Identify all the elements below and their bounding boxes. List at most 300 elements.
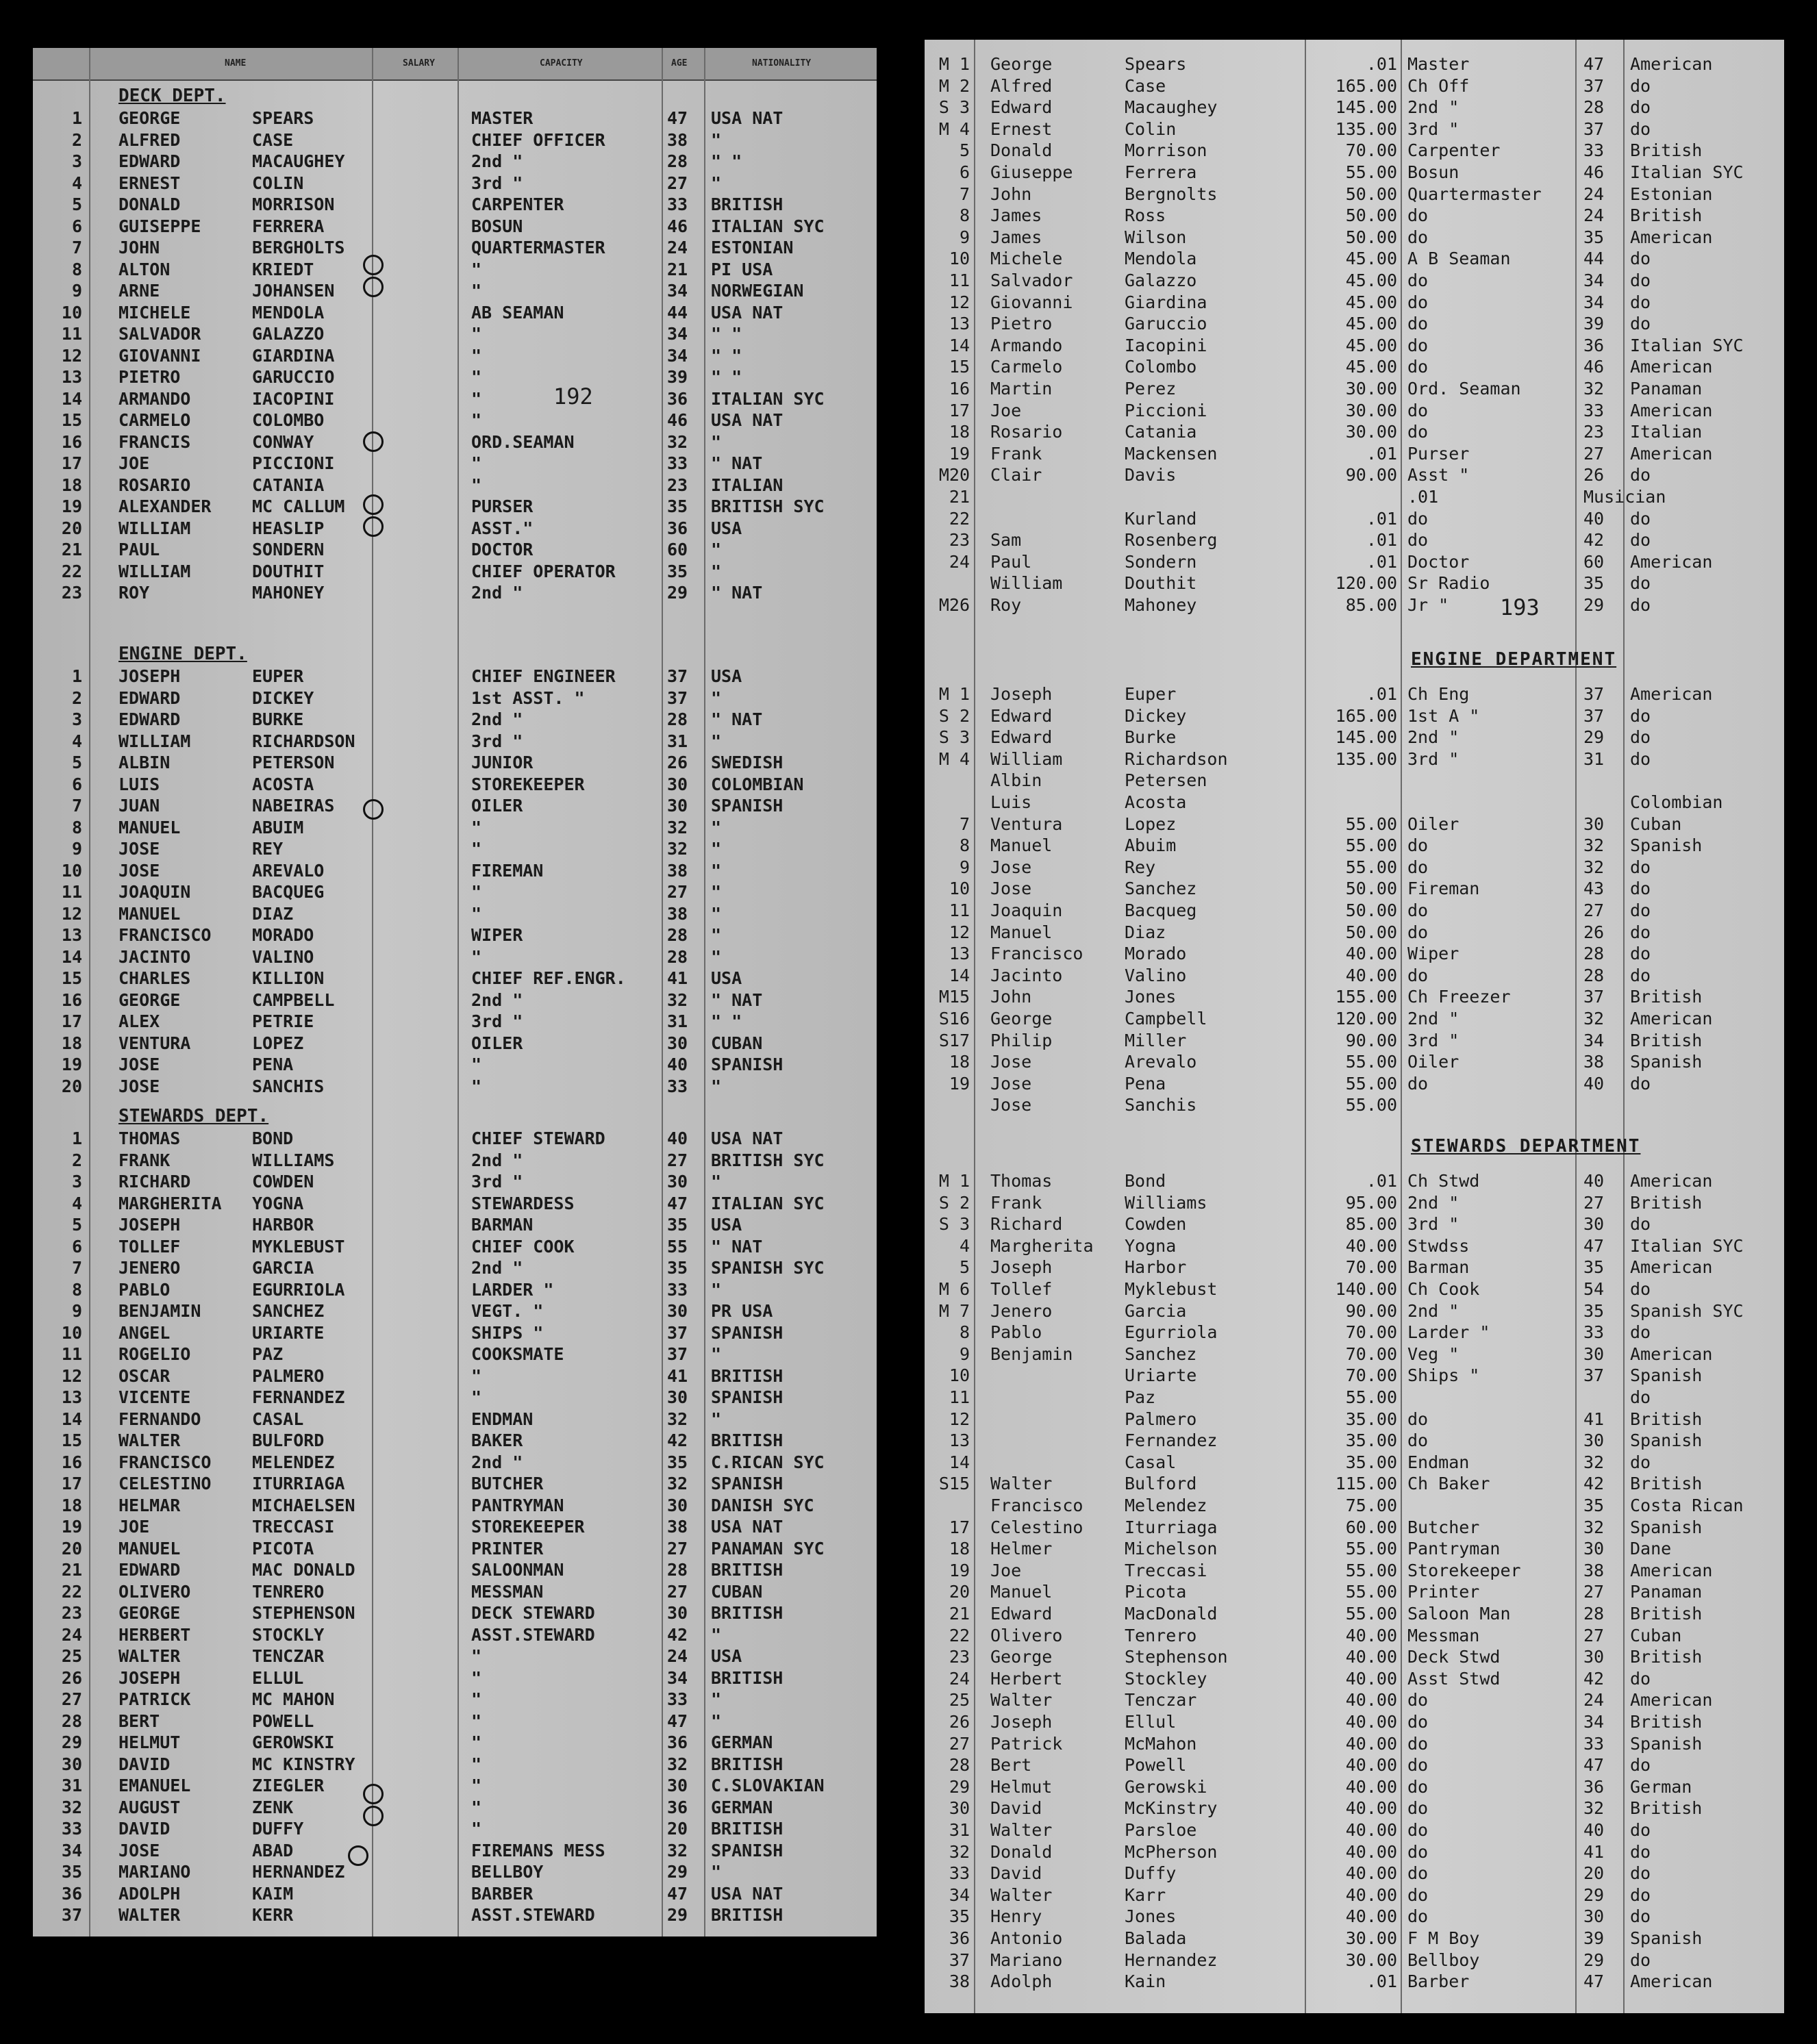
- capacity: Ch Freezer: [1407, 987, 1511, 1007]
- first-name: Ernest: [990, 119, 1053, 139]
- salary: .01: [1366, 509, 1397, 529]
- capacity: 2nd ": [1407, 1193, 1459, 1213]
- crew-row: [33, 1538, 877, 1559]
- age: 60: [667, 540, 688, 559]
- nationality: BRITISH: [711, 1366, 784, 1386]
- first-name: Manuel: [990, 922, 1053, 942]
- last-name: PALMERO: [252, 1366, 325, 1386]
- capacity: ": [471, 281, 482, 301]
- nationality: British: [1630, 1193, 1703, 1213]
- last-name: Yogna: [1125, 1236, 1177, 1256]
- age: 41: [667, 1366, 688, 1386]
- last-name: Ellul: [1125, 1712, 1177, 1732]
- first-name: Martin: [990, 379, 1053, 399]
- salary: 55.00: [1345, 1052, 1397, 1072]
- last-name: Cowden: [1125, 1214, 1187, 1234]
- capacity: do: [1407, 1074, 1429, 1094]
- age: 39: [1583, 314, 1605, 333]
- last-name: BERGHOLTS: [252, 238, 345, 257]
- salary: 45.00: [1345, 270, 1397, 290]
- first-name: FERNANDO: [118, 1409, 201, 1429]
- code: 18: [949, 422, 970, 442]
- age: 38: [1583, 1561, 1605, 1580]
- crew-row: [925, 1343, 1784, 1365]
- number: 36: [61, 1884, 82, 1904]
- crew-row: [33, 1473, 877, 1494]
- nationality: ESTONIAN: [711, 238, 794, 257]
- age: 35: [1583, 1496, 1605, 1515]
- nationality: USA NAT: [711, 410, 784, 430]
- last-name: JOHANSEN: [252, 281, 335, 301]
- nationality: " ": [711, 324, 742, 344]
- first-name: John: [990, 184, 1032, 204]
- nationality: ": [711, 839, 722, 859]
- number: 8: [71, 1280, 82, 1300]
- salary: 45.00: [1345, 336, 1397, 355]
- crew-row: [925, 748, 1784, 770]
- crew-row: [925, 1863, 1784, 1884]
- capacity: ": [471, 947, 482, 967]
- number: 3: [71, 709, 82, 729]
- capacity: ": [471, 346, 482, 366]
- capacity: 1st ASST. ": [471, 688, 585, 708]
- first-name: DAVID: [118, 1819, 171, 1839]
- capacity: A B Seaman: [1407, 249, 1511, 268]
- last-name: EUPER: [252, 666, 304, 686]
- first-name: JUAN: [118, 796, 160, 816]
- nationality: USA: [711, 666, 742, 686]
- capacity: 3rd ": [1407, 749, 1459, 769]
- salary: 40.00: [1345, 1777, 1397, 1797]
- nationality: ": [711, 925, 722, 945]
- nationality: do: [1630, 1452, 1651, 1472]
- age: 30: [667, 1387, 688, 1407]
- first-name: JOE: [118, 1517, 150, 1537]
- capacity: 3rd ": [1407, 1031, 1459, 1050]
- first-name: VENTURA: [118, 1033, 191, 1053]
- code: 26: [949, 1712, 970, 1732]
- last-name: MYKLEBUST: [252, 1237, 345, 1257]
- nationality: ": [711, 540, 722, 559]
- age: 40: [1583, 1074, 1605, 1094]
- last-name: Valino: [1125, 966, 1187, 985]
- crew-row: [33, 1495, 877, 1516]
- capacity: Ch Cook: [1407, 1279, 1480, 1299]
- age: 29: [1583, 595, 1605, 615]
- nationality: British: [1630, 205, 1703, 225]
- code: 20: [949, 1582, 970, 1602]
- nationality: USA NAT: [711, 1517, 784, 1537]
- capacity: ": [471, 818, 482, 837]
- nationality: do: [1630, 966, 1651, 985]
- crew-row: [33, 968, 877, 989]
- crew-row: [925, 943, 1784, 964]
- crew-row: [925, 400, 1784, 421]
- capacity: STOREKEEPER: [471, 1517, 585, 1537]
- last-name: Bond: [1125, 1171, 1166, 1191]
- number: 26: [61, 1668, 82, 1688]
- first-name: FRANK: [118, 1150, 171, 1170]
- last-name: GIARDINA: [252, 346, 335, 366]
- nationality: SPANISH: [711, 1387, 784, 1407]
- first-name: BERT: [118, 1711, 160, 1731]
- capacity: 2nd ": [471, 1258, 523, 1278]
- age: 29: [667, 583, 688, 603]
- capacity: ": [471, 882, 482, 902]
- number: 29: [61, 1732, 82, 1752]
- nationality: BRITISH: [711, 1819, 784, 1839]
- code: 17: [949, 1517, 970, 1537]
- crew-row: [33, 1818, 877, 1839]
- nationality: DANISH SYC: [711, 1496, 814, 1515]
- crew-row: [925, 1819, 1784, 1841]
- first-name: CARMELO: [118, 410, 191, 430]
- age: 32: [667, 1474, 688, 1493]
- last-name: Sanchez: [1125, 1344, 1197, 1364]
- age: 32: [667, 1409, 688, 1429]
- last-name: ABUIM: [252, 818, 304, 837]
- salary: 50.00: [1345, 184, 1397, 204]
- number: 5: [71, 194, 82, 214]
- age: 47: [667, 1711, 688, 1731]
- capacity: ": [471, 324, 482, 344]
- capacity: Messman: [1407, 1626, 1480, 1645]
- age: 31: [1583, 749, 1605, 769]
- code: M 2: [938, 76, 970, 96]
- code: 9: [959, 1344, 970, 1364]
- last-name: VALINO: [252, 947, 314, 967]
- capacity: ": [471, 1732, 482, 1752]
- crew-row: [33, 1516, 877, 1537]
- number: 3: [71, 1172, 82, 1191]
- age: 35: [667, 1258, 688, 1278]
- salary: 35.00: [1345, 1430, 1397, 1450]
- number: 35: [61, 1862, 82, 1882]
- crew-row: [925, 1094, 1784, 1115]
- number: 19: [61, 1055, 82, 1074]
- salary: 85.00: [1345, 595, 1397, 615]
- last-name: Case: [1125, 76, 1166, 96]
- crew-row: [925, 1797, 1784, 1819]
- age: 41: [667, 968, 688, 988]
- nationality: American: [1630, 401, 1713, 420]
- age: 37: [667, 1323, 688, 1343]
- age: 34: [1583, 292, 1605, 312]
- crew-row: [33, 774, 877, 795]
- crew-row: [33, 1409, 877, 1430]
- capacity: ENDMAN: [471, 1409, 534, 1429]
- capacity: do: [1407, 357, 1429, 377]
- salary: 90.00: [1345, 1031, 1397, 1050]
- first-name: ERNEST: [118, 173, 181, 193]
- age: 24: [1583, 1690, 1605, 1710]
- capacity: CHIEF STEWARD: [471, 1128, 605, 1148]
- crew-row: [925, 1971, 1784, 1992]
- crew-row: [33, 709, 877, 730]
- last-name: Fernandez: [1125, 1430, 1218, 1450]
- crew-row: [33, 129, 877, 151]
- salary: 45.00: [1345, 314, 1397, 333]
- capacity: do: [1407, 509, 1429, 529]
- code: M 7: [938, 1301, 970, 1321]
- nationality: USA: [711, 1646, 742, 1666]
- code: 5: [959, 140, 970, 160]
- salary: 40.00: [1345, 1647, 1397, 1667]
- capacity: ORD.SEAMAN: [471, 432, 575, 452]
- last-name: BACQUEG: [252, 882, 325, 902]
- first-name: ROSARIO: [118, 475, 191, 495]
- first-name: James: [990, 227, 1042, 247]
- nationality: do: [1630, 270, 1651, 290]
- nationality: COLOMBIAN: [711, 774, 804, 794]
- capacity: Ships ": [1407, 1365, 1480, 1385]
- first-name: OSCAR: [118, 1366, 171, 1386]
- nationality: British: [1630, 140, 1703, 160]
- nationality: PR USA: [711, 1301, 773, 1321]
- capacity: ": [471, 410, 482, 430]
- age: 34: [1583, 270, 1605, 290]
- crew-row: [925, 1051, 1784, 1072]
- age: 38: [667, 130, 688, 150]
- crew-row: [33, 881, 877, 903]
- last-name: Euper: [1125, 684, 1177, 704]
- salary: 45.00: [1345, 357, 1397, 377]
- nationality: do: [1630, 595, 1651, 615]
- last-name: CONWAY: [252, 432, 314, 452]
- last-name: MORRISON: [252, 194, 335, 214]
- salary: 165.00: [1335, 706, 1397, 726]
- nationality: Spanish: [1630, 1365, 1703, 1385]
- nationality: do: [1630, 292, 1651, 312]
- age: 35: [667, 562, 688, 581]
- nationality: German: [1630, 1777, 1692, 1797]
- circled-x-mark: [363, 1806, 384, 1826]
- crew-row: [33, 1861, 877, 1882]
- last-name: Dickey: [1125, 706, 1187, 726]
- crew-row: [33, 582, 877, 603]
- crew-row: [925, 1711, 1784, 1732]
- last-name: DUFFY: [252, 1819, 304, 1839]
- capacity: PURSER: [471, 496, 534, 516]
- capacity: do: [1407, 857, 1429, 877]
- first-name: PATRICK: [118, 1689, 191, 1709]
- crew-row: [925, 1073, 1784, 1094]
- code: 30: [949, 1798, 970, 1818]
- last-name: MAC DONALD: [252, 1560, 355, 1580]
- number: 14: [61, 1409, 82, 1429]
- crew-row: [33, 1775, 877, 1796]
- first-name: Walter: [990, 1690, 1053, 1710]
- code: M 4: [938, 119, 970, 139]
- circled-x-mark: [363, 516, 384, 537]
- capacity: 2nd ": [471, 151, 523, 171]
- age: 46: [1583, 357, 1605, 377]
- last-name: HEASLIP: [252, 518, 325, 538]
- nationality: SPANISH: [711, 1841, 784, 1860]
- crew-row: [33, 345, 877, 366]
- nationality: " ": [711, 1011, 742, 1031]
- crew-row: [925, 529, 1784, 551]
- number: 28: [61, 1711, 82, 1731]
- age: 47: [1583, 1236, 1605, 1256]
- crew-row: [33, 1236, 877, 1257]
- capacity: Veg ": [1407, 1344, 1459, 1364]
- last-name: Macaughey: [1125, 97, 1218, 117]
- code: 6: [959, 162, 970, 182]
- number: 9: [71, 281, 82, 301]
- age: 35: [667, 1215, 688, 1235]
- capacity: do: [1407, 900, 1429, 920]
- first-name: JOSEPH: [118, 1668, 181, 1688]
- crew-row: [33, 280, 877, 301]
- first-name: MARGHERITA: [118, 1194, 222, 1213]
- last-name: SONDERN: [252, 540, 325, 559]
- nationality: do: [1630, 857, 1651, 877]
- first-name: JOSEPH: [118, 1215, 181, 1235]
- salary: 30.00: [1345, 1950, 1397, 1970]
- nationality: " NAT: [711, 583, 763, 603]
- code: 11: [949, 900, 970, 920]
- first-name: Edward: [990, 1604, 1053, 1624]
- nationality: do: [1630, 119, 1651, 139]
- first-name: DONALD: [118, 194, 181, 214]
- capacity: Barman: [1407, 1257, 1470, 1277]
- number: 21: [61, 1560, 82, 1580]
- header-capacity: CAPACITY: [540, 58, 583, 68]
- first-name: TOLLEF: [118, 1237, 181, 1257]
- nationality: do: [1630, 1755, 1651, 1775]
- last-name: POWELL: [252, 1711, 314, 1731]
- last-name: Garuccio: [1125, 314, 1207, 333]
- capacity: ": [471, 1754, 482, 1774]
- code: 33: [949, 1863, 970, 1883]
- age: 33: [667, 194, 688, 214]
- last-name: Ferrera: [1125, 162, 1197, 182]
- last-name: Hernandez: [1125, 1950, 1218, 1970]
- age: 55: [667, 1237, 688, 1257]
- code: S17: [938, 1031, 970, 1050]
- nationality: Italian SYC: [1630, 336, 1744, 355]
- age: 33: [1583, 1322, 1605, 1342]
- crew-row: [925, 965, 1784, 986]
- last-name: EGURRIOLA: [252, 1280, 345, 1300]
- crew-row: [925, 1235, 1784, 1257]
- code: 27: [949, 1734, 970, 1754]
- age: 34: [1583, 1712, 1605, 1732]
- nationality: American: [1630, 1690, 1713, 1710]
- age: 28: [667, 709, 688, 729]
- capacity: ": [471, 1689, 482, 1709]
- first-name: FRANCISCO: [118, 925, 212, 945]
- number: 5: [71, 753, 82, 772]
- crew-row: [925, 551, 1784, 572]
- first-name: Richard: [990, 1214, 1063, 1234]
- number: 11: [61, 324, 82, 344]
- crew-row: [925, 1906, 1784, 1927]
- age: 21: [667, 260, 688, 279]
- age: 37: [1583, 706, 1605, 726]
- code: 31: [949, 1820, 970, 1840]
- number: 15: [61, 1430, 82, 1450]
- salary: 55.00: [1345, 1604, 1397, 1624]
- first-name: PAUL: [118, 540, 160, 559]
- last-name: McPherson: [1125, 1842, 1218, 1862]
- last-name: Treccasi: [1125, 1561, 1207, 1580]
- capacity: 1st A ": [1407, 706, 1480, 726]
- nationality: ": [711, 1711, 722, 1731]
- last-name: Davis: [1125, 465, 1177, 485]
- capacity: JUNIOR: [471, 753, 534, 772]
- crew-row: [925, 1517, 1784, 1538]
- number: 1: [71, 108, 82, 128]
- capacity: ": [471, 367, 482, 387]
- nationality: do: [1630, 1863, 1651, 1883]
- nationality: ITALIAN SYC: [711, 216, 825, 236]
- salary: 90.00: [1345, 465, 1397, 485]
- nationality: ": [711, 731, 722, 751]
- age: 30: [1583, 814, 1605, 834]
- crew-row: [925, 1884, 1784, 1906]
- number: 18: [61, 475, 82, 495]
- capacity: FIREMANS MESS: [471, 1841, 605, 1860]
- crew-row: [33, 1150, 877, 1171]
- number: 10: [61, 861, 82, 881]
- capacity: 2nd ": [471, 709, 523, 729]
- number: 8: [71, 260, 82, 279]
- last-name: SPEARS: [252, 108, 314, 128]
- last-name: Iacopini: [1125, 336, 1207, 355]
- capacity: CHIEF OFFICER: [471, 130, 605, 150]
- crew-row: [925, 1387, 1784, 1408]
- last-name: MENDOLA: [252, 303, 325, 323]
- nationality: ": [711, 688, 722, 708]
- last-name: CASE: [252, 130, 294, 150]
- last-name: Picota: [1125, 1582, 1187, 1602]
- capacity: do: [1407, 966, 1429, 985]
- age: 32: [667, 432, 688, 452]
- salary: 40.00: [1345, 944, 1397, 963]
- crew-row: [33, 1711, 877, 1732]
- capacity: do: [1407, 1430, 1429, 1450]
- crew-row: [925, 922, 1784, 943]
- crew-row: [33, 1581, 877, 1602]
- first-name: JOSE: [118, 1841, 160, 1860]
- age: 28: [1583, 944, 1605, 963]
- number: 13: [61, 1387, 82, 1407]
- age: 42: [1583, 1669, 1605, 1689]
- code: 36: [949, 1928, 970, 1948]
- last-name: PENA: [252, 1055, 294, 1074]
- last-name: Wilson: [1125, 227, 1187, 247]
- crew-row: [925, 1538, 1784, 1559]
- first-name: GEORGE: [118, 108, 181, 128]
- first-name: HELMAR: [118, 1496, 181, 1515]
- code: 13: [949, 1430, 970, 1450]
- code: M20: [938, 465, 970, 485]
- age: 32: [1583, 835, 1605, 855]
- age: 40: [1583, 1820, 1605, 1840]
- number: 10: [61, 1323, 82, 1343]
- crew-row: [33, 838, 877, 859]
- nationality: NORWEGIAN: [711, 281, 804, 301]
- code: 37: [949, 1950, 970, 1970]
- crew-row: [33, 1452, 877, 1473]
- code: 8: [959, 205, 970, 225]
- nationality: " NAT: [711, 990, 763, 1010]
- capacity: Jr ": [1407, 595, 1449, 615]
- crew-row: [925, 705, 1784, 727]
- age: 34: [667, 281, 688, 301]
